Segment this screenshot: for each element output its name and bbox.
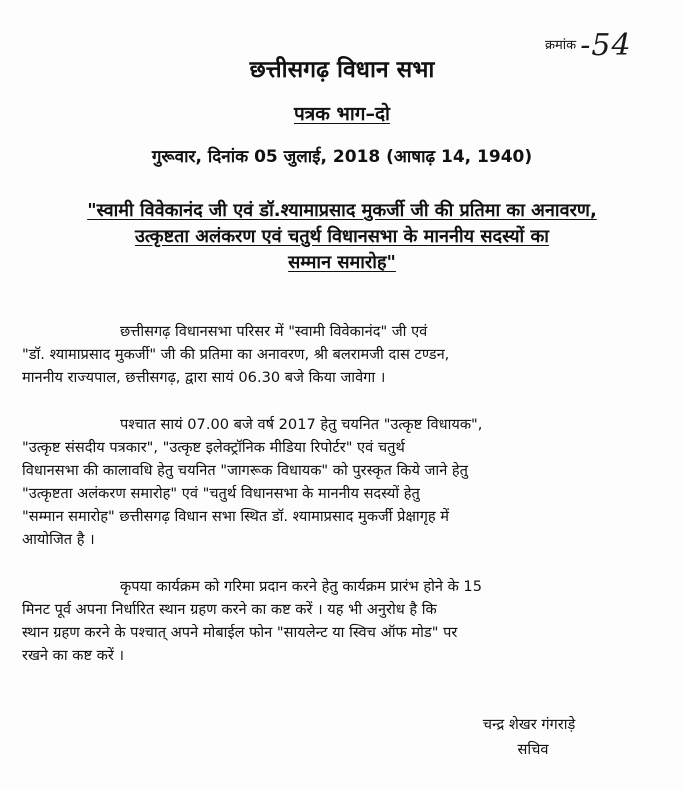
paragraph-line: रखने का कष्ट करें । [22,647,124,664]
paragraph-line: "सम्मान समारोह" छत्तीसगढ़ विधान सभा स्थित डॉ. श्यामाप्रसाद मुकर्जी प्रेक्षागृह में [22,508,450,525]
paragraph-line: छत्तीसगढ़ विधानसभा परिसर में "स्वामी विवेकानंद" जी एवं [120,323,428,340]
paragraph-line: "उत्कृष्टता अलंकरण समारोह" एवं "चतुर्थ विधानसभा के माननीय सदस्यों हेतु [22,485,420,502]
document-subtitle: पत्रक भाग–दो [294,103,390,125]
signatory-designation: सचिव [517,741,549,758]
paragraph-unveiling [22,320,670,389]
event-title [20,198,664,276]
document-title: छत्तीसगढ़ विधान सभा [249,57,435,83]
paragraph-line: विधानसभा की कालावधि हेतु चयनित "जागरूक विधायक" को पुरस्कृत किये जाने हेतु [22,462,468,479]
paragraph-line: स्थान ग्रहण करने के पश्चात् अपने मोबाईल फोन "सायलेन्ट या स्विच ऑफ मोड" पर [22,624,458,641]
event-title-line: "स्वामी विवेकानंद जी एवं डॉ.श्यामाप्रसाद मुकर्जी जी की प्रतिमा का अनावरण, [87,200,597,221]
signature-block [458,712,608,762]
paragraph-line: "उत्कृष्ट संसदीय पत्रकार", "उत्कृष्ट इलेक्ट्रॉनिक मीडिया रिपोर्टर" एवं चतुर्थ [22,439,405,456]
event-title-line: उत्कृष्टता अलंकरण एवं चतुर्थ विधानसभा के माननीय सदस्यों का [135,226,549,247]
paragraph-awards [22,413,670,551]
paragraph-line: "डॉ. श्यामाप्रसाद मुकर्जी" जी की प्रतिमा का अनावरण, श्री बलरामजी दास टण्डन, [22,346,450,363]
paragraph-line: पश्चात सायं 07.00 बजे वर्ष 2017 हेतु चयनित "उत्कृष्ट विधायक", [120,416,483,433]
serial-handwritten-number: -54 [580,28,632,63]
event-title-line: सम्मान समारोह" [288,252,396,273]
signatory-name: चन्द्र शेखर गंगराड़े [482,716,576,733]
paragraph-line: कृपया कार्यक्रम को गरिमा प्रदान करने हेतु कार्यक्रम प्रारंभ होने के 15 [120,578,483,595]
paragraph-line: आयोजित है । [22,531,95,548]
document-date: गुरूवार, दिनांक 05 जुलाई, 2018 (आषाढ़ 14, 1940) [151,147,533,167]
serial-label: क्रमांक [545,38,577,53]
paragraph-line: माननीय राज्यपाल, छत्तीसगढ़, द्वारा सायं 06.30 बजे किया जावेगा । [22,369,386,386]
paragraph-request [22,575,670,667]
document-subtitle-wrap [0,100,684,126]
paragraph-line: मिनट पूर्व अपना निर्धारित स्थान ग्रहण करने का कष्ट करें । यह भी अनुरोध है कि [22,601,437,618]
